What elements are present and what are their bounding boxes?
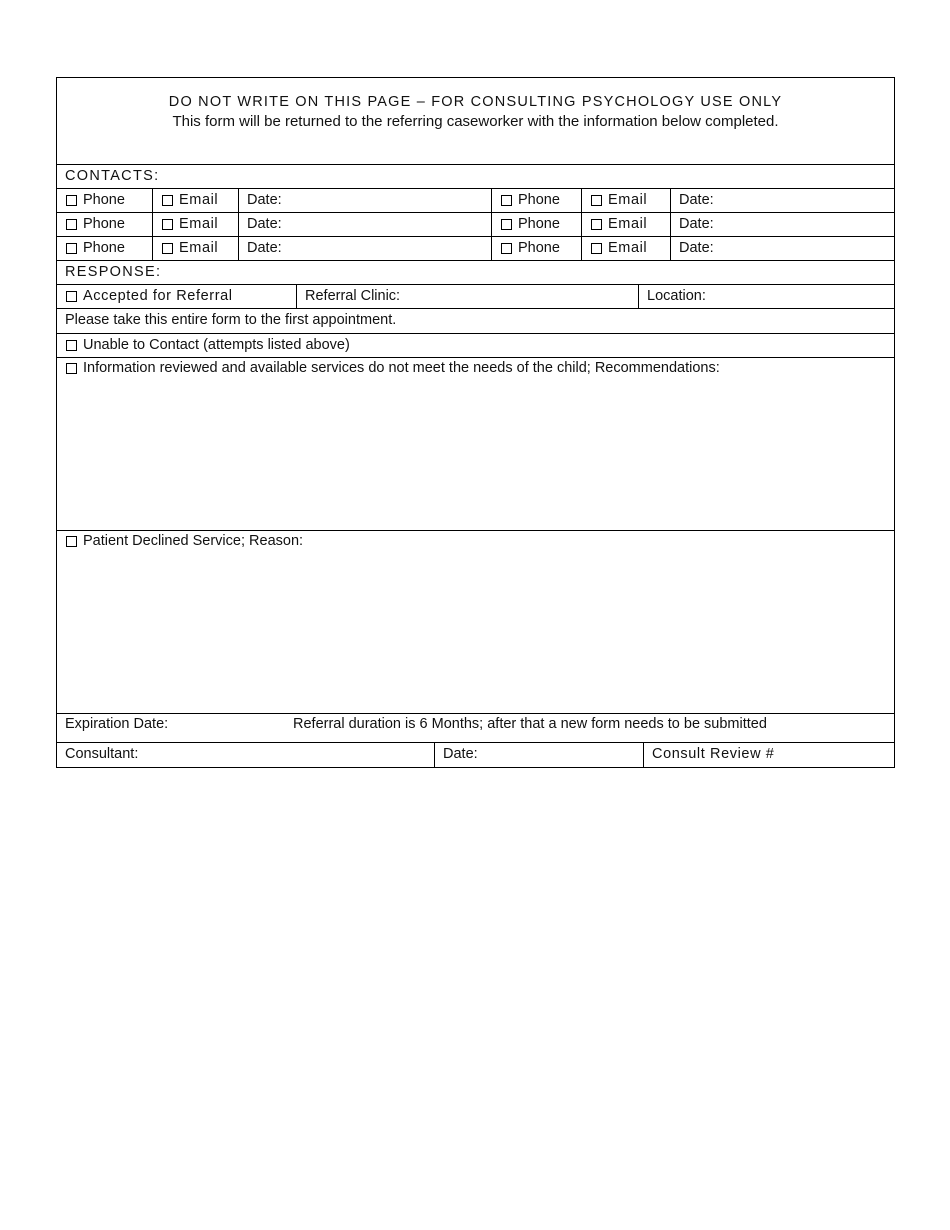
contact-phone-option[interactable] [57,237,152,260]
instruction-text: Please take this entire form to the first appointment. [65,312,397,328]
email-label: Email [179,192,219,208]
recommendations-area[interactable] [57,358,894,530]
phone-label: Phone [518,192,560,208]
declined-checkbox[interactable] [66,536,77,547]
form-header [57,78,894,164]
email-label: Email [179,240,219,256]
email-label: Email [608,216,648,232]
info-reviewed-label: Information reviewed and available services do not meet the needs of the child; Recommendations: [83,360,720,376]
unable-checkbox[interactable] [66,340,77,351]
accepted-label: Accepted for Referral [83,288,233,304]
instruction-row [57,308,894,333]
declined-area[interactable] [57,531,894,713]
consultant-row [57,742,894,767]
contact-email-option[interactable] [581,213,670,236]
contact-row [57,212,894,236]
location-field[interactable]: Location: [638,285,894,308]
info-reviewed-checkbox[interactable] [66,363,77,374]
phone-checkbox[interactable] [501,219,512,230]
unable-label: Unable to Contact (attempts listed above) [83,337,350,353]
accepted-checkbox[interactable] [66,291,77,302]
contact-email-option[interactable] [152,213,238,236]
contact-email-option[interactable] [581,237,670,260]
response-section-row [57,260,894,284]
contact-date-field[interactable]: Date: [238,213,491,236]
form-subtitle: This form will be returned to the referring caseworker with the information below completed. [172,113,779,130]
contact-phone-option[interactable] [57,189,152,212]
email-checkbox[interactable] [591,243,602,254]
contact-email-option[interactable] [581,189,670,212]
contact-date-field[interactable]: Date: [670,189,894,212]
consult-review-field[interactable]: Consult Review # [643,743,894,767]
declined-row [57,530,894,713]
contact-date-field[interactable]: Date: [670,237,894,260]
contact-row [57,188,894,212]
contact-phone-option[interactable] [491,189,581,212]
contact-email-option[interactable] [152,237,238,260]
phone-checkbox[interactable] [66,195,77,206]
contact-date-field[interactable]: Date: [238,189,491,212]
contact-date-field[interactable]: Date: [670,213,894,236]
phone-checkbox[interactable] [501,195,512,206]
email-checkbox[interactable] [162,243,173,254]
response-label: RESPONSE: [65,264,162,280]
form-title: DO NOT WRITE ON THIS PAGE – FOR CONSULTING PSYCHOLOGY USE ONLY [168,94,783,110]
contact-row [57,236,894,260]
phone-checkbox[interactable] [501,243,512,254]
email-checkbox[interactable] [162,195,173,206]
email-label: Email [179,216,219,232]
phone-label: Phone [518,240,560,256]
contact-date-field[interactable]: Date: [238,237,491,260]
contact-phone-option[interactable] [491,213,581,236]
phone-label: Phone [83,192,125,208]
contacts-label: CONTACTS: [65,168,160,184]
contact-phone-option[interactable] [57,213,152,236]
phone-label: Phone [83,240,125,256]
phone-checkbox[interactable] [66,219,77,230]
email-checkbox[interactable] [591,219,602,230]
duration-note: Referral duration is 6 Months; after that a new form needs to be submitted [293,716,767,732]
email-label: Email [608,240,648,256]
contacts-section-row [57,164,894,188]
email-checkbox[interactable] [591,195,602,206]
referral-clinic-field[interactable]: Referral Clinic: [296,285,638,308]
declined-label: Patient Declined Service; Reason: [83,533,304,549]
phone-label: Phone [83,216,125,232]
unable-row [57,333,894,357]
accepted-option[interactable] [57,285,296,308]
contact-email-option[interactable] [152,189,238,212]
contact-phone-option[interactable] [491,237,581,260]
expiration-row [57,713,894,742]
consult-form [56,77,895,768]
recommendations-row [57,357,894,530]
unable-option[interactable] [57,334,894,357]
consult-date-field[interactable]: Date: [434,743,643,767]
phone-label: Phone [518,216,560,232]
expiration-date-field[interactable]: Expiration Date: [65,716,169,732]
phone-checkbox[interactable] [66,243,77,254]
consultant-field[interactable]: Consultant: [65,746,139,762]
referral-row [57,284,894,308]
email-label: Email [608,192,648,208]
email-checkbox[interactable] [162,219,173,230]
